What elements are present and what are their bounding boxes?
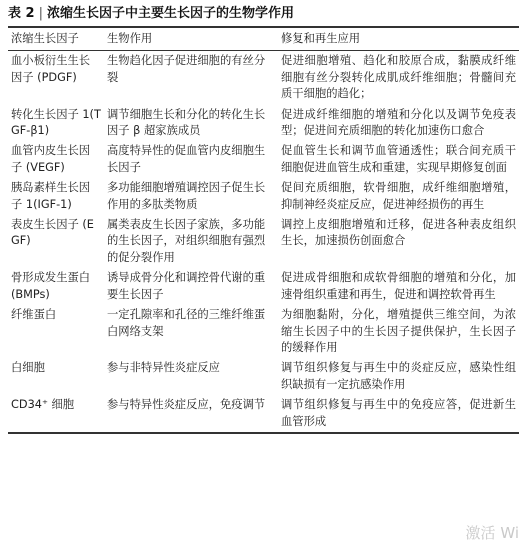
table-row: [8, 141, 519, 178]
cell-factor: 血小板衍生生长因子 (PDGF): [11, 54, 91, 84]
cell-factor: 胰岛素样生长因子 1(IGF-1): [11, 181, 91, 211]
table-row: [8, 305, 519, 358]
cell-effect: 属类表皮生长因子家族，多功能的生长因子，对组织细胞有强烈的促分裂作用: [107, 218, 266, 264]
cell-effect: 高度特异性的促血管内皮细胞生长因子: [107, 144, 266, 174]
cell-factor: CD34⁺ 细胞: [11, 398, 75, 412]
cell-application: 为细胞黏附，分化，增殖提供三维空间，为浓缩生长因子中的生长因子提供保护，生长因子的缓释作用: [281, 308, 516, 354]
cell-application: 促进成骨细胞和成软骨细胞的增殖和分化，加速骨组织重建和再生，促进和调控软骨再生: [281, 271, 516, 301]
cell-effect: 一定孔隙率和孔径的三维纤维蛋白网络支架: [107, 308, 266, 338]
header-application: 修复和再生应用: [278, 27, 519, 51]
table-header-row: [8, 27, 519, 51]
cell-application: 促进细胞增殖、趋化和胶原合成，黏膜成纤维细胞有丝分裂转化成肌成纤维细胞；骨髓间充质干细胞的趋化；: [281, 54, 516, 101]
table-row: [8, 395, 519, 433]
growth-factor-table: [8, 26, 519, 434]
cell-application: 调节组织修复与再生中的炎症反应，感染性组织缺损有一定抗感染作用: [281, 361, 516, 391]
table-row: [8, 358, 519, 395]
cell-effect: 调节细胞生长和分化的转化生长因子 β 超家族成员: [107, 107, 266, 138]
cell-application: 促间充质细胞，软骨细胞，成纤维细胞增殖，抑制神经炎症反应，促进神经损伤的再生: [281, 181, 516, 211]
cell-effect: 参与非特异性炎症反应: [107, 361, 220, 375]
cell-effect: 参与特异性炎症反应，免疫调节: [107, 398, 266, 412]
table-title: 浓缩生长因子中主要生长因子的生物学作用: [46, 6, 294, 21]
cell-application: 调节组织修复与再生中的免疫应答，促进新生血管形成: [281, 398, 516, 428]
cell-factor: 白细胞: [11, 361, 45, 375]
cell-factor: 血管内皮生长因子 (VEGF): [11, 144, 91, 174]
cell-application: 促进成纤维细胞的增殖和分化以及调节免疫表型；促进间充质细胞的转化加速伤口愈合: [281, 107, 516, 138]
cell-factor: 骨形成发生蛋白 (BMPs): [11, 271, 91, 301]
table-row: [8, 268, 519, 305]
header-effect: 生物作用: [104, 27, 278, 51]
header-factor: 浓缩生长因子: [8, 27, 104, 51]
table-container: [8, 4, 519, 434]
table-row: [8, 215, 519, 268]
caption-separator: |: [38, 6, 43, 21]
table-row: [8, 105, 519, 142]
table-caption: [8, 4, 519, 26]
table-row: [8, 178, 519, 215]
cell-factor: 转化生长因子 1(TGF-β1): [11, 107, 101, 138]
cell-effect: 生物趋化因子促进细胞的有丝分裂: [107, 54, 266, 84]
cell-effect: 诱导成骨分化和调控骨代谢的重要生长因子: [107, 271, 266, 301]
cell-application: 促血管生长和调节血管通透性；联合间充质干细胞促进血管生成和重建，实现早期修复创面: [281, 144, 516, 174]
activation-watermark: 激活 Wi: [465, 524, 519, 542]
cell-factor: 表皮生长因子 (EGF): [11, 218, 94, 248]
table-label: 表 2: [8, 6, 35, 21]
cell-effect: 多功能细胞增殖调控因子促生长作用的多肽类物质: [107, 181, 266, 211]
cell-application: 调控上皮细胞增殖和迁移，促进各种表皮组织生长，加速损伤创面愈合: [281, 218, 516, 248]
table-row: [8, 51, 519, 105]
cell-factor: 纤维蛋白: [11, 308, 57, 322]
